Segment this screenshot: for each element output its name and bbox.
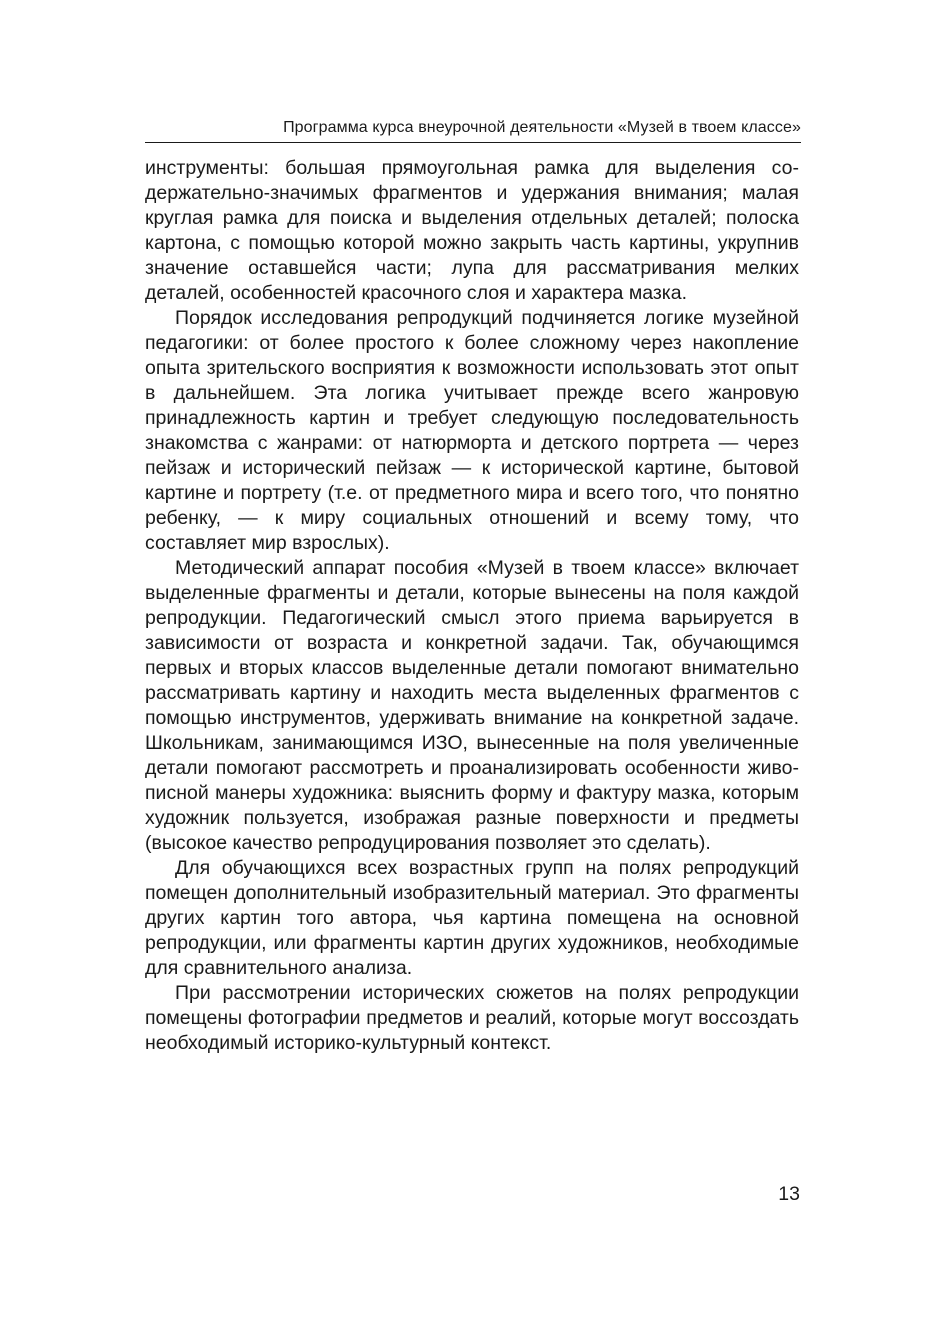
page-body <box>145 156 799 1056</box>
paragraph-methodical-apparatus: Методический аппарат пособия «Музей в твоем классе» включает выделенные фрагменты и детали, которые вынесены на поля каждой репродукции. Педагогический смысл этого приема варьируется в зависимости от возраста и конкретной задачи. Так, обучающимся первых и вторых классов выделенные детали помогают внимательно рассматривать картину и находить места выделенных фрагментов с помощью инструментов, удерживать внимание на конкретной задаче. Школьникам, занимающимся ИЗО, вынесенные на поля увеличенные детали помогают рассмотреть и проанализировать особенности живописной манеры художника: выяснить форму и фактуру мазка, которым художник пользуется, изображая разные поверхности и предметы (высокое качество репродуцирования позволяет это сделать). <box>145 557 799 854</box>
paragraph-research-order: Порядок исследования репродукций подчиняется логике музейной педагогики: от более простого к более сложному через накопление опыта зрительского восприятия к возможности использовать этот опыт в дальнейшем. Эта логика учитывает прежде всего жанровую принадлежность картин и требует следующую последовательность знакомства с жанрами: от натюрморта и детского портрета — через пейзаж и исторический пейзаж — к исторической картине, бытовой картине и портрету (т.е. от предметного мира и всего того, что понятно ребенку, — к миру социальных отношений и всему тому, что составляет мир взрослых). <box>145 307 799 554</box>
header-divider <box>145 142 801 143</box>
page-number: 13 <box>778 1183 800 1205</box>
paragraph-additional-material: Для обучающихся всех возрастных групп на полях репродукций помещен дополнительный изобразительный материал. Это фрагменты других картин того автора, чья картина помещена на основной репродукции, или фрагменты картин других художников, необходимые для сравнительного анализа. <box>145 857 799 979</box>
running-header-title: Программа курса внеурочной деятельности «Музей в твоем классе» <box>283 119 801 136</box>
paragraph-historical-subjects: При рассмотрении исторических сюжетов на полях репродукции помещены фотографии предметов и реалий, которые могут воссоздать необходимый историко-культурный контекст. <box>145 982 799 1054</box>
paragraph-instruments: инструменты: большая прямоугольная рамка для выделения содержательно-значимых фрагментов и удержания внимания; малая круглая рамка для поиска и выделения отдельных деталей; полоска картона, с помощью которой можно закрыть часть картины, укрупнив значение оставшейся части; лупа для рассматривания мелких деталей, особенностей красочного слоя и характера мазка. <box>145 157 799 304</box>
